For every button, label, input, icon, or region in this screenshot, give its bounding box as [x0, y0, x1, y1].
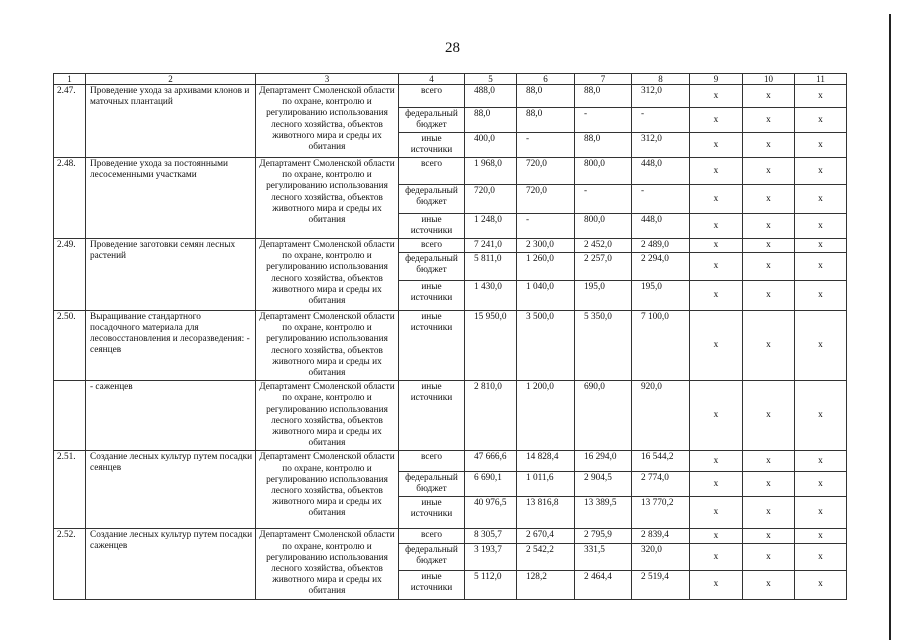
funding-source: иные источники: [399, 311, 465, 381]
amount-year-1: 2 670,4: [517, 529, 575, 544]
row-number: 2.51.: [54, 451, 86, 529]
indicator-x: х: [743, 85, 795, 108]
table-row: [54, 239, 847, 253]
task-name: Создание лесных культур путем посадки сеянцев: [86, 451, 256, 529]
responsible-executor: Департамент Смоленской области по охране, контролю и регулированию использования лесного хозяйства, объектов животного мира и среды их обитания: [256, 85, 399, 158]
column-header: 11: [795, 74, 847, 85]
indicator-x: х: [743, 311, 795, 381]
indicator-x: х: [743, 544, 795, 571]
amount-year-1: 1 011,6: [517, 472, 575, 497]
table-row: [54, 85, 847, 108]
amount-year-1: 1 200,0: [517, 381, 575, 451]
funding-source: иные источники: [399, 281, 465, 311]
indicator-x: х: [743, 497, 795, 529]
amount-year-1: 1 260,0: [517, 253, 575, 281]
amount-year-2: 5 350,0: [575, 311, 632, 381]
amount-year-3: 312,0: [632, 133, 690, 158]
column-header: 5: [465, 74, 517, 85]
indicator-x: х: [690, 281, 743, 311]
amount-year-3: 2 839,4: [632, 529, 690, 544]
task-name: Проведение заготовки семян лесных растений: [86, 239, 256, 311]
row-number: 2.47.: [54, 85, 86, 158]
total-amount: 2 810,0: [465, 381, 517, 451]
amount-year-2: 2 795,9: [575, 529, 632, 544]
indicator-x: х: [743, 108, 795, 133]
amount-year-3: 2 774,0: [632, 472, 690, 497]
indicator-x: х: [690, 133, 743, 158]
funding-source: иные источники: [399, 133, 465, 158]
indicator-x: х: [690, 472, 743, 497]
indicator-x: х: [690, 311, 743, 381]
column-header: 10: [743, 74, 795, 85]
indicator-x: х: [795, 133, 847, 158]
responsible-executor: Департамент Смоленской области по охране, контролю и регулированию использования лесного хозяйства, объектов животного мира и среды их обитания: [256, 529, 399, 599]
amount-year-3: 2 489,0: [632, 239, 690, 253]
indicator-x: х: [743, 451, 795, 472]
row-number: [54, 381, 86, 451]
table-body: [54, 74, 847, 600]
amount-year-2: 800,0: [575, 158, 632, 185]
column-header: 4: [399, 74, 465, 85]
indicator-x: х: [690, 529, 743, 544]
table-row: [54, 381, 847, 451]
amount-year-2: 690,0: [575, 381, 632, 451]
total-amount: 8 305,7: [465, 529, 517, 544]
total-amount: 6 690,1: [465, 472, 517, 497]
indicator-x: х: [795, 472, 847, 497]
amount-year-2: 2 257,0: [575, 253, 632, 281]
indicator-x: х: [795, 451, 847, 472]
row-number: 2.49.: [54, 239, 86, 311]
task-name: Выращивание стандартного посадочного материала для лесовосстановления и лесоразведения: - сеянцев: [86, 311, 256, 381]
amount-year-1: 2 542,2: [517, 544, 575, 571]
row-number: 2.48.: [54, 158, 86, 239]
funding-source: иные источники: [399, 497, 465, 529]
indicator-x: х: [690, 85, 743, 108]
indicator-x: х: [795, 239, 847, 253]
amount-year-2: -: [575, 108, 632, 133]
amount-year-3: 2 294,0: [632, 253, 690, 281]
indicator-x: х: [795, 529, 847, 544]
indicator-x: х: [795, 85, 847, 108]
amount-year-1: 2 300,0: [517, 239, 575, 253]
indicator-x: х: [795, 544, 847, 571]
indicator-x: х: [690, 239, 743, 253]
amount-year-2: 88,0: [575, 85, 632, 108]
amount-year-3: 312,0: [632, 85, 690, 108]
total-amount: 488,0: [465, 85, 517, 108]
responsible-executor: Департамент Смоленской области по охране, контролю и регулированию использования лесного хозяйства, объектов животного мира и среды их обитания: [256, 451, 399, 529]
indicator-x: х: [795, 381, 847, 451]
indicator-x: х: [690, 158, 743, 185]
indicator-x: х: [690, 451, 743, 472]
row-number: 2.50.: [54, 311, 86, 381]
indicator-x: х: [690, 214, 743, 239]
indicator-x: х: [743, 281, 795, 311]
table-row: [54, 158, 847, 185]
amount-year-1: 13 816,8: [517, 497, 575, 529]
amount-year-3: 7 100,0: [632, 311, 690, 381]
indicator-x: х: [795, 281, 847, 311]
table-row: [54, 451, 847, 472]
total-amount: 1 430,0: [465, 281, 517, 311]
total-amount: 7 241,0: [465, 239, 517, 253]
amount-year-2: 800,0: [575, 214, 632, 239]
indicator-x: х: [795, 311, 847, 381]
funding-source: всего: [399, 239, 465, 253]
amount-year-3: 2 519,4: [632, 570, 690, 599]
table-row: [54, 311, 847, 381]
indicator-x: х: [690, 108, 743, 133]
amount-year-2: 2 904,5: [575, 472, 632, 497]
funding-source: иные источники: [399, 214, 465, 239]
program-table: [53, 73, 847, 600]
total-amount: 5 112,0: [465, 570, 517, 599]
total-amount: 3 193,7: [465, 544, 517, 571]
amount-year-2: -: [575, 185, 632, 214]
amount-year-2: 16 294,0: [575, 451, 632, 472]
indicator-x: х: [795, 570, 847, 599]
indicator-x: х: [743, 185, 795, 214]
funding-source: федеральный бюджет: [399, 108, 465, 133]
total-amount: 1 248,0: [465, 214, 517, 239]
column-header: 6: [517, 74, 575, 85]
funding-source: всего: [399, 85, 465, 108]
amount-year-3: 195,0: [632, 281, 690, 311]
total-amount: 88,0: [465, 108, 517, 133]
indicator-x: х: [690, 544, 743, 571]
indicator-x: х: [743, 472, 795, 497]
responsible-executor: Департамент Смоленской области по охране, контролю и регулированию использования лесного хозяйства, объектов животного мира и среды их обитания: [256, 239, 399, 311]
amount-year-2: 2 452,0: [575, 239, 632, 253]
row-number: 2.52.: [54, 529, 86, 599]
indicator-x: х: [743, 214, 795, 239]
task-name: Создание лесных культур путем посадки саженцев: [86, 529, 256, 599]
funding-source: всего: [399, 158, 465, 185]
funding-source: иные источники: [399, 381, 465, 451]
indicator-x: х: [795, 158, 847, 185]
funding-source: федеральный бюджет: [399, 544, 465, 571]
amount-year-3: 448,0: [632, 214, 690, 239]
amount-year-1: 128,2: [517, 570, 575, 599]
column-header: 7: [575, 74, 632, 85]
amount-year-1: -: [517, 133, 575, 158]
amount-year-3: -: [632, 185, 690, 214]
total-amount: 5 811,0: [465, 253, 517, 281]
indicator-x: х: [743, 253, 795, 281]
amount-year-3: 13 770,2: [632, 497, 690, 529]
amount-year-2: 195,0: [575, 281, 632, 311]
responsible-executor: Департамент Смоленской области по охране, контролю и регулированию использования лесного хозяйства, объектов животного мира и среды их обитания: [256, 158, 399, 239]
funding-source: федеральный бюджет: [399, 472, 465, 497]
amount-year-3: 320,0: [632, 544, 690, 571]
amount-year-2: 13 389,5: [575, 497, 632, 529]
indicator-x: х: [743, 381, 795, 451]
responsible-executor: Департамент Смоленской области по охране, контролю и регулированию использования лесного хозяйства, объектов животного мира и среды их обитания: [256, 381, 399, 451]
indicator-x: х: [743, 570, 795, 599]
funding-source: иные источники: [399, 570, 465, 599]
task-name: - саженцев: [86, 381, 256, 451]
total-amount: 400,0: [465, 133, 517, 158]
indicator-x: х: [795, 185, 847, 214]
column-header: 8: [632, 74, 690, 85]
column-header: 3: [256, 74, 399, 85]
total-amount: 1 968,0: [465, 158, 517, 185]
total-amount: 47 666,6: [465, 451, 517, 472]
indicator-x: х: [743, 529, 795, 544]
amount-year-2: 88,0: [575, 133, 632, 158]
task-name: Проведение ухода за архивами клонов и маточных плантаций: [86, 85, 256, 158]
amount-year-1: 88,0: [517, 108, 575, 133]
indicator-x: х: [690, 570, 743, 599]
page-edge-line: [889, 14, 891, 640]
total-amount: 720,0: [465, 185, 517, 214]
responsible-executor: Департамент Смоленской области по охране, контролю и регулированию использования лесного хозяйства, объектов животного мира и среды их обитания: [256, 311, 399, 381]
indicator-x: х: [795, 214, 847, 239]
amount-year-1: -: [517, 214, 575, 239]
indicator-x: х: [690, 253, 743, 281]
amount-year-3: -: [632, 108, 690, 133]
indicator-x: х: [795, 253, 847, 281]
funding-source: всего: [399, 529, 465, 544]
task-name: Проведение ухода за постоянными лесосеменными участками: [86, 158, 256, 239]
funding-source: федеральный бюджет: [399, 185, 465, 214]
indicator-x: х: [690, 497, 743, 529]
indicator-x: х: [743, 239, 795, 253]
indicator-x: х: [795, 108, 847, 133]
amount-year-2: 331,5: [575, 544, 632, 571]
table-row: [54, 529, 847, 544]
funding-source: федеральный бюджет: [399, 253, 465, 281]
amount-year-3: 448,0: [632, 158, 690, 185]
column-header: 2: [86, 74, 256, 85]
amount-year-1: 3 500,0: [517, 311, 575, 381]
amount-year-3: 16 544,2: [632, 451, 690, 472]
amount-year-1: 720,0: [517, 158, 575, 185]
indicator-x: х: [690, 381, 743, 451]
indicator-x: х: [795, 497, 847, 529]
funding-source: всего: [399, 451, 465, 472]
amount-year-2: 2 464,4: [575, 570, 632, 599]
indicator-x: х: [743, 133, 795, 158]
amount-year-3: 920,0: [632, 381, 690, 451]
amount-year-1: 720,0: [517, 185, 575, 214]
amount-year-1: 1 040,0: [517, 281, 575, 311]
amount-year-1: 88,0: [517, 85, 575, 108]
column-header: 9: [690, 74, 743, 85]
header-row: [54, 74, 847, 85]
column-header: 1: [54, 74, 86, 85]
page-number: 28: [445, 40, 460, 56]
indicator-x: х: [743, 158, 795, 185]
total-amount: 40 976,5: [465, 497, 517, 529]
amount-year-1: 14 828,4: [517, 451, 575, 472]
indicator-x: х: [690, 185, 743, 214]
total-amount: 15 950,0: [465, 311, 517, 381]
